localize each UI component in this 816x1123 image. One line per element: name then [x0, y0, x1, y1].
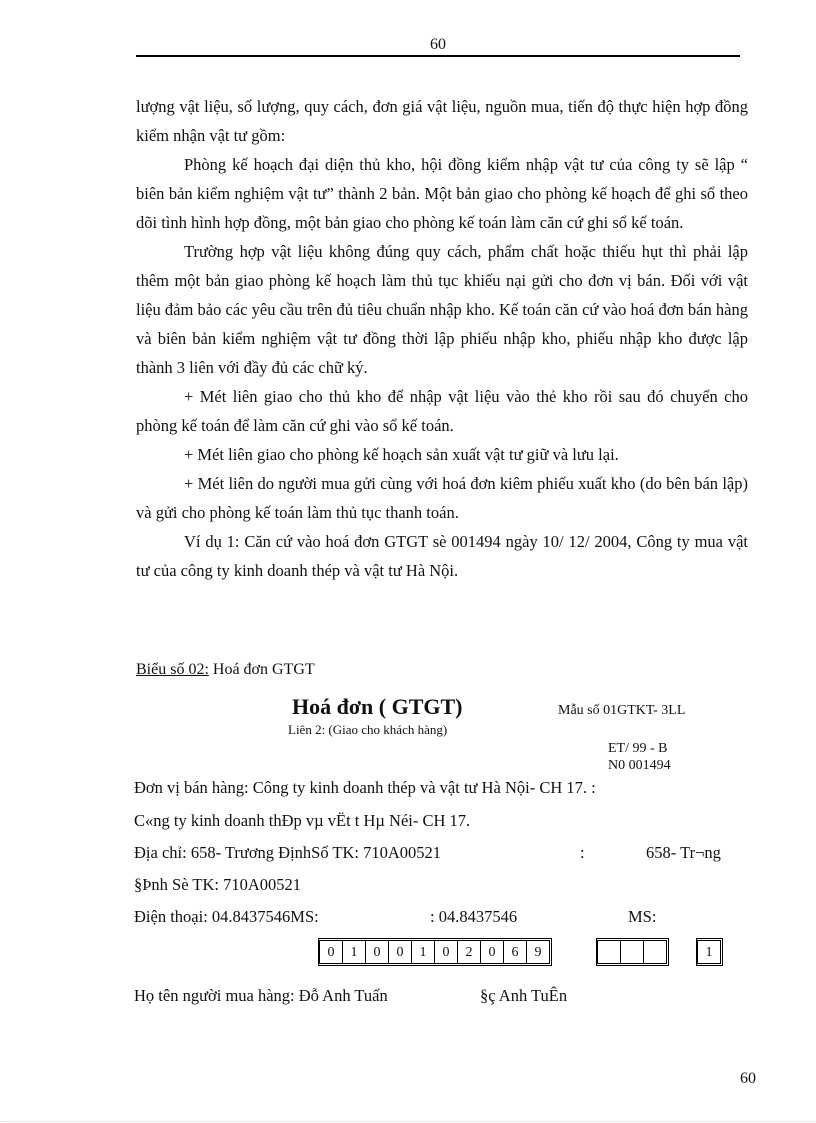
buyer-line: Họ tên người mua hàng: Đỗ Anh Tuấn: [134, 986, 388, 1005]
tax-code-blank-boxes: [596, 938, 669, 966]
invoice-serial-code: ET/ 99 - B: [608, 741, 668, 756]
seller-line-garbled: C«ng ty kinh doanh thÐp vµ vËt t Hµ Néi- CH 17.: [134, 811, 471, 830]
tax-digit: 9: [526, 940, 550, 964]
footer-divider: [0, 1121, 816, 1122]
address-colon: :: [580, 843, 585, 862]
tax-digit: 0: [365, 940, 389, 964]
tax-digit: 1: [342, 940, 366, 964]
phone-ms: MS:: [628, 907, 657, 926]
paragraph: + Mét liên giao cho phòng kế hoạch sản xuất vật tư giữ và lưu lại.: [184, 445, 619, 464]
header-rule: [136, 55, 740, 57]
caption-text: Hoá đơn GTGT: [208, 661, 315, 678]
figure-caption: [136, 661, 315, 679]
tax-digit: 6: [503, 940, 527, 964]
paragraph: Phòng kế hoạch đại diện thủ kho, hội đồng kiểm nhập vật tư của công ty sẽ lập “ biên bản kiểm nghiệm vật tư” thành 2 bản. Một bản giao cho phòng kế hoạch để ghi sổ theo dõi tình hình hợp đồng, một bản giao cho phòng kế toán làm căn cứ ghi sổ kế toán.: [136, 155, 748, 232]
phone-left: Điện thoại: 04.8437546MS:: [134, 907, 319, 926]
invoice-copy-label: Liên 2: (Giao cho khách hàng): [288, 722, 448, 737]
tax-code-last-box: [696, 938, 723, 966]
tax-digit: 0: [388, 940, 412, 964]
tax-blank-box: [643, 940, 667, 964]
page-number-bottom: 60: [740, 1070, 756, 1087]
paragraph: lượng vật liệu, số lượng, quy cách, đơn giá vật liệu, nguồn mua, tiến độ thực hiện hợp đồng kiểm nhận vật tư gồm:: [136, 97, 748, 145]
tax-digit: 0: [480, 940, 504, 964]
invoice-title: Hoá đơn ( GTGT): [292, 694, 463, 719]
tax-digit: 1: [411, 940, 435, 964]
invoice-number: N0 001494: [608, 758, 671, 773]
paragraph: Ví dụ 1: Căn cứ vào hoá đơn GTGT sè 001494 ngày 10/ 12/ 2004, Công ty mua vật tư của công ty kinh doanh thép và vật tư Hà Nội.: [136, 532, 748, 580]
body-text: [136, 92, 748, 585]
invoice-form-number: Mẫu số 01GTKT- 3LL: [558, 703, 686, 718]
tax-digit: 0: [319, 940, 343, 964]
tax-digit: 0: [434, 940, 458, 964]
address-left: Địa chỉ: 658- Trương ĐịnhSố TK: 710A00521: [134, 843, 442, 862]
paragraph: + Mét liên giao cho thủ kho để nhập vật liệu vào thẻ kho rồi sau đó chuyển cho phòng kế toán để làm căn cứ ghi vào sổ kế toán.: [136, 387, 748, 435]
paragraph: Trường hợp vật liệu không đúng quy cách, phẩm chất hoặc thiếu hụt thì phải lập thêm một bản giao phòng kế hoạch làm thủ tục khiếu nại gửi cho đơn vị bán. Đối với vật liệu đảm bảo các yêu cầu trên đủ tiêu chuẩn nhập kho. Kế toán căn cứ vào hoá đơn bán hàng và biên bản kiểm nghiệm vật tư đồng thời lập phiếu nhập kho, phiếu nhập kho được lập thành 3 liên với đầy đủ các chữ ký.: [136, 242, 748, 377]
buyer-garbled: §ç Anh TuÊn: [480, 986, 568, 1005]
tax-blank-box: [597, 940, 621, 964]
tax-code-boxes: [318, 938, 552, 966]
tax-blank-box: [620, 940, 644, 964]
address-line2: §Þnh Sè TK: 710A00521: [134, 875, 301, 894]
seller-line: Đơn vị bán hàng: Công ty kinh doanh thép và vật tư Hà Nội- CH 17. :: [134, 778, 596, 797]
paragraph: + Mét liên do người mua gửi cùng với hoá đơn kiêm phiếu xuất kho (do bên bán lập) và gửi cho phòng kế toán làm thủ tục thanh toán.: [136, 474, 748, 522]
tax-digit: 1: [697, 940, 721, 964]
tax-digit: 2: [457, 940, 481, 964]
caption-label: Biểu số 02:: [136, 661, 209, 678]
invoice-serial: [608, 740, 671, 774]
phone-mid: : 04.8437546: [430, 907, 518, 926]
address-right: 658- Tr¬ng: [646, 843, 721, 862]
page-number-top: 60: [430, 36, 446, 53]
